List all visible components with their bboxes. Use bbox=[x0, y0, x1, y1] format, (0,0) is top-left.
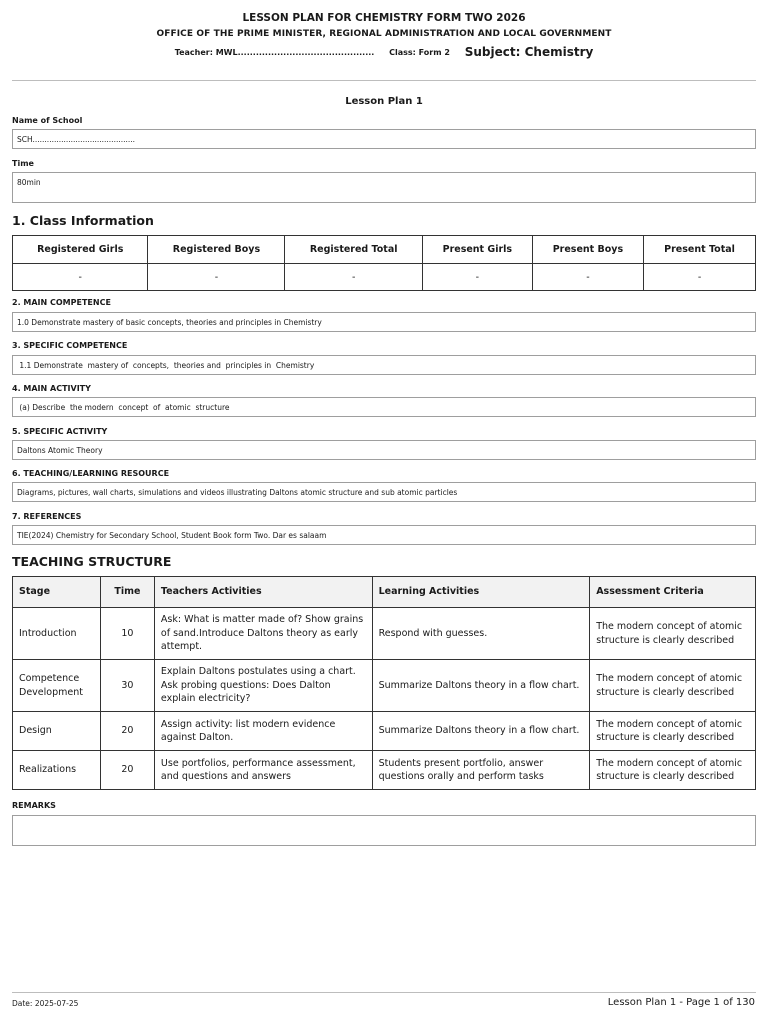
stage-cell: Realizations bbox=[13, 751, 101, 790]
resource-label: 6. TEACHING/LEARNING RESOURCE bbox=[12, 469, 170, 478]
specific-competence-label: 3. SPECIFIC COMPETENCE bbox=[12, 341, 128, 350]
references-field: TIE(2024) Chemistry for Secondary School, Student Book form Two. Dar es salaam bbox=[12, 525, 756, 545]
time-cell: 20 bbox=[100, 712, 154, 751]
class-field: Class: Form 2 bbox=[389, 47, 450, 57]
assessment-cell: The modern concept of atomic structure is clearly described bbox=[590, 608, 756, 660]
teachers-activity-cell: Use portfolios, performance assessment, and questions and answers bbox=[154, 751, 372, 790]
main-competence-label: 2. MAIN COMPETENCE bbox=[12, 298, 111, 307]
teaching-header: Learning Activities bbox=[372, 577, 590, 608]
footer-date: Date: 2025-07-25 bbox=[12, 999, 79, 1008]
document-title: LESSON PLAN FOR CHEMISTRY FORM TWO 2026 bbox=[242, 12, 526, 24]
teaching-header: Stage bbox=[13, 577, 101, 608]
table-row bbox=[13, 712, 756, 751]
plan-title: Lesson Plan 1 bbox=[345, 96, 423, 107]
time-field: 80min bbox=[12, 172, 756, 203]
footer-page-number: Lesson Plan 1 - Page 1 of 130 bbox=[607, 997, 755, 1008]
office-name: OFFICE OF THE PRIME MINISTER, REGIONAL ADMINISTRATION AND LOCAL GOVERNMENT bbox=[156, 29, 612, 39]
learning-activity-cell: Students present portfolio, answer questions orally and perform tasks bbox=[372, 751, 590, 790]
table-row bbox=[13, 660, 756, 712]
main-activity-label: 4. MAIN ACTIVITY bbox=[12, 384, 91, 393]
table-row bbox=[13, 751, 756, 790]
learning-activity-cell: Summarize Daltons theory in a flow chart. bbox=[372, 712, 590, 751]
teaching-header: Teachers Activities bbox=[154, 577, 372, 608]
assessment-cell: The modern concept of atomic structure is clearly described bbox=[590, 751, 756, 790]
class-info-header: Present Total bbox=[644, 236, 756, 264]
specific-competence-field: 1.1 Demonstrate mastery of concepts, theories and principles in Chemistry bbox=[12, 355, 756, 375]
teachers-activity-cell: Ask: What is matter made of? Show grains of sand.Introduce Daltons theory as early attempt. bbox=[154, 608, 372, 660]
specific-activity-field: Daltons Atomic Theory bbox=[12, 440, 756, 460]
school-label: Name of School bbox=[12, 116, 83, 125]
class-info-header: Present Girls bbox=[422, 236, 532, 264]
class-info-header: Registered Girls bbox=[13, 236, 148, 264]
footer-divider bbox=[12, 992, 756, 993]
main-activity-field: (a) Describe the modern concept of atomic structure bbox=[12, 397, 756, 417]
school-field: SCH........................................... bbox=[12, 129, 756, 149]
specific-activity-label: 5. SPECIFIC ACTIVITY bbox=[12, 427, 108, 436]
teachers-activity-cell: Assign activity: list modern evidence against Dalton. bbox=[154, 712, 372, 751]
learning-activity-cell: Respond with guesses. bbox=[372, 608, 590, 660]
class-info-value: - bbox=[148, 264, 285, 291]
header-divider bbox=[12, 80, 756, 81]
stage-cell: Design bbox=[13, 712, 101, 751]
teaching-structure-table bbox=[12, 576, 756, 790]
teacher-field: Teacher: MWL............................................. bbox=[174, 47, 375, 57]
class-info-value: - bbox=[422, 264, 532, 291]
references-label: 7. REFERENCES bbox=[12, 512, 82, 521]
class-info-header: Registered Boys bbox=[148, 236, 285, 264]
teachers-activity-cell: Explain Daltons postulates using a chart. Ask probing questions: Does Dalton explain electricity? bbox=[154, 660, 372, 712]
class-info-value: - bbox=[644, 264, 756, 291]
class-info-value: - bbox=[285, 264, 422, 291]
class-info-table bbox=[12, 235, 756, 291]
time-cell: 20 bbox=[100, 751, 154, 790]
table-row bbox=[13, 608, 756, 660]
class-info-value: - bbox=[532, 264, 643, 291]
class-info-header: Registered Total bbox=[285, 236, 422, 264]
teaching-header: Time bbox=[100, 577, 154, 608]
teaching-structure-heading: TEACHING STRUCTURE bbox=[12, 554, 172, 569]
learning-activity-cell: Summarize Daltons theory in a flow chart. bbox=[372, 660, 590, 712]
time-cell: 30 bbox=[100, 660, 154, 712]
resource-field: Diagrams, pictures, wall charts, simulations and videos illustrating Daltons atomic structure and sub atomic particles bbox=[12, 482, 756, 502]
class-info-value: - bbox=[13, 264, 148, 291]
main-competence-field: 1.0 Demonstrate mastery of basic concepts, theories and principles in Chemistry bbox=[12, 312, 756, 332]
teaching-header: Assessment Criteria bbox=[590, 577, 756, 608]
header-meta bbox=[12, 45, 756, 59]
stage-cell: Competence Development bbox=[13, 660, 101, 712]
class-info-header: Present Boys bbox=[532, 236, 643, 264]
time-label: Time bbox=[12, 159, 34, 168]
lesson-plan-page bbox=[12, 0, 756, 810]
time-cell: 10 bbox=[100, 608, 154, 660]
subject-field: Subject: Chemistry bbox=[464, 45, 594, 59]
assessment-cell: The modern concept of atomic structure is clearly described bbox=[590, 660, 756, 712]
stage-cell: Introduction bbox=[13, 608, 101, 660]
remarks-field bbox=[12, 815, 756, 846]
assessment-cell: The modern concept of atomic structure is clearly described bbox=[590, 712, 756, 751]
remarks-label: REMARKS bbox=[12, 801, 56, 810]
class-info-heading: 1. Class Information bbox=[12, 213, 154, 228]
